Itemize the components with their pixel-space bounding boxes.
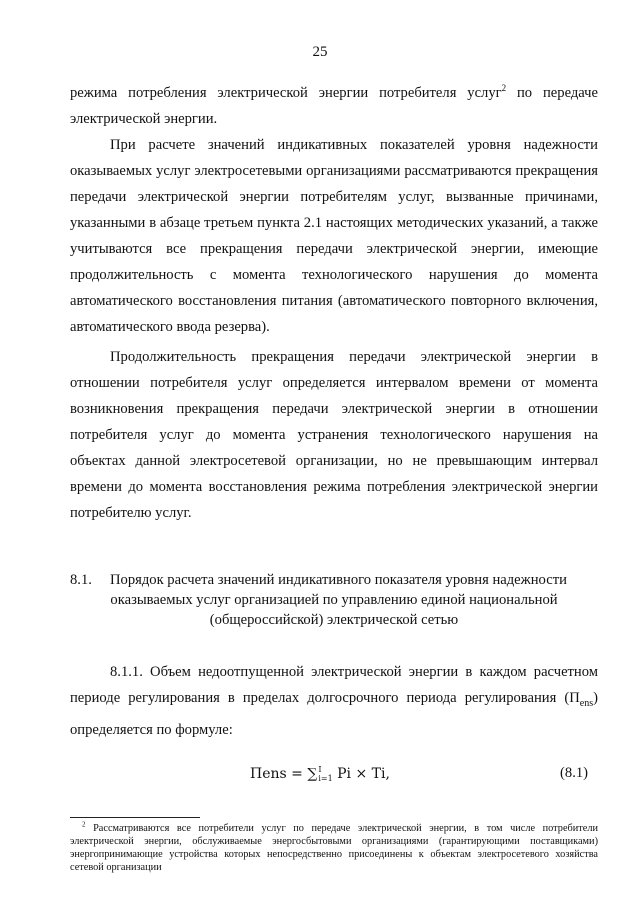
paragraph-indicative-indicators: При расчете значений индикативных показателей уровня надежности оказываемых услуг электросетевыми организациями рассматриваются прекращения передачи электрической энергии потребителям услуг, вызванные причинами, указанными в абзаце третьем пункта 2.1 настоящих методических указаний, а также учитываются все прекращения передачи электрической энергии, имеющие продолжительность с момента технологического нарушения до момента автоматического восстановления питания (автоматического повторного включения, автоматического ввода резерва). xyxy=(70,137,598,335)
section-title-line3: (общероссийской) электрической сетью xyxy=(209,612,459,628)
footnote: $^2$ Рассматриваются все потребители услуг по передаче электрической энергии, в том числе потребители электрической энергии, обслуживаемые энергосбытовыми организациями (гарантирующими поставщиками) энергопринимающие устройства которых непосредственно присоединены к объектам электросетевого хозяйства сетевой организации xyxy=(70,820,598,873)
formula-number: (8.1) xyxy=(560,765,588,781)
formula-expression: Пens = ∑ I i=1 Pi × Ti, xyxy=(250,765,390,783)
section-number: 8.1. xyxy=(70,572,92,588)
section-heading xyxy=(70,570,598,630)
formula-8-1 xyxy=(70,765,598,787)
paragraph-duration: Продолжительность прекращения передачи электрической энергии в отношении потребителя услуг определяется интервалом времени от момента возникновения прекращения передачи электрической энергии в отношении потребителя услуг до момента устранения технологического нарушения на объектах данной электросетевой организации, но не превышающим интервал времени до момента восстановления режима потребления электрической энергии потребителю услуг. xyxy=(70,349,598,521)
section-title-line2: оказываемых услуг организацией по управлению единой национальной xyxy=(110,592,558,608)
section-title-line1: Порядок расчета значений индикативного показателя уровня надежности xyxy=(110,572,567,588)
footnote-separator xyxy=(70,817,200,818)
paragraph-8-1-1: 8.1.1. Объем недоотпущенной электрической энергии в каждом расчетном периоде регулирования в пределах долгосрочного периода регулирования $(П_{ens})$ определяется по формуле: xyxy=(70,664,598,738)
footnote-ref: 2 xyxy=(501,83,507,94)
paragraph-intro: режима потребления электрической энергии потребителя услуг$^2$ по передаче электрической энергии. xyxy=(70,83,598,127)
page-number: 25 xyxy=(312,44,328,60)
